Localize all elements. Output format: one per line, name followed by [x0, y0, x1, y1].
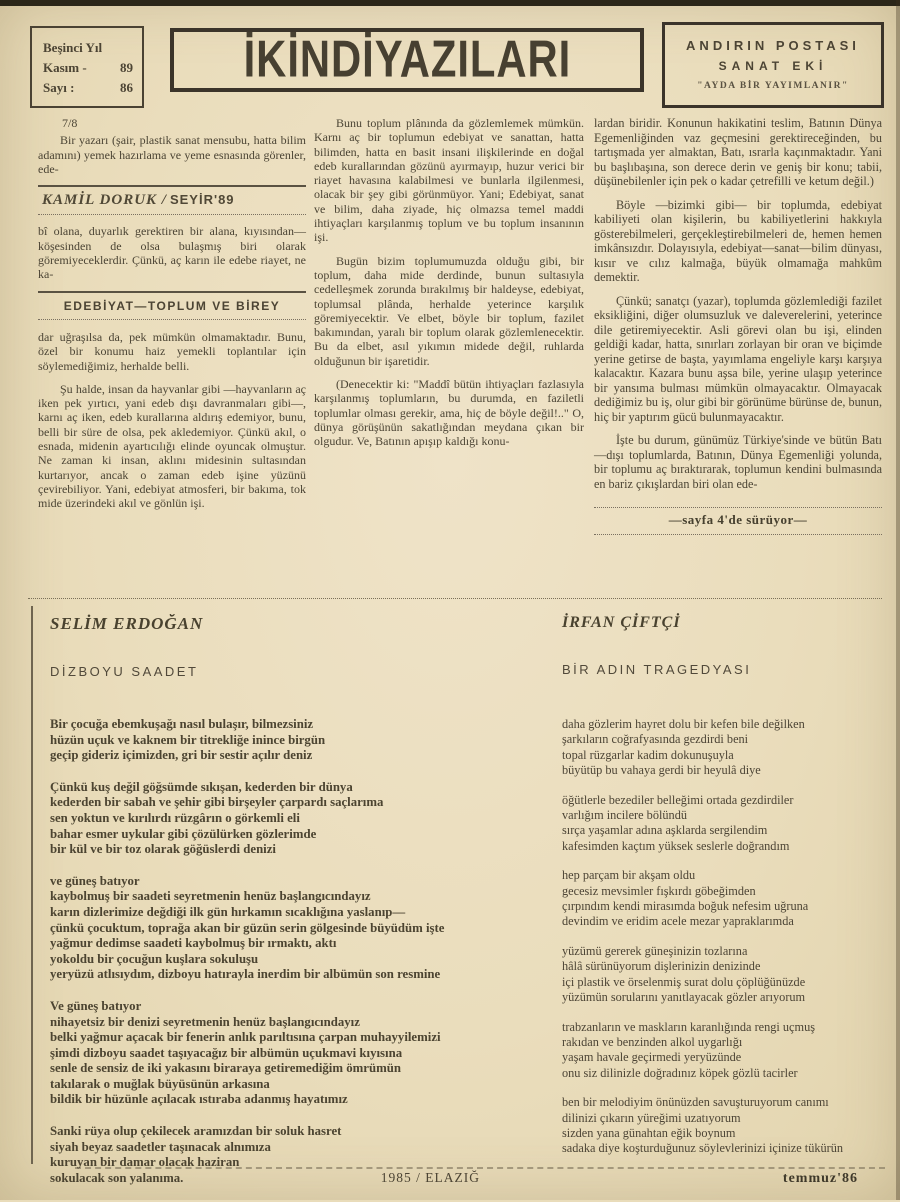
poem-line: bir kül ve bir toz olarak göğüslerdi denizi	[50, 842, 276, 857]
byline-block	[38, 185, 306, 215]
poem-stanza	[562, 868, 884, 930]
poem-line: sadaka diye koşturduğunuz söylevlerinizi içinize tükürün	[562, 1141, 844, 1156]
poem-line: dilinizi çıkarın yüreğimi uzatıyorum	[562, 1110, 741, 1125]
poem-line: hâlâ sürünüyorum dişlerinizin denizinde	[562, 959, 761, 974]
masthead-box	[170, 28, 644, 92]
poem-line: devindim ve eridim acele mezar yapraklarımda	[562, 914, 794, 929]
poem-title: DİZBOYU SAADET	[50, 664, 199, 679]
poem-signature: 1985 / ELAZIĞ	[380, 1169, 480, 1185]
poem-stanza	[562, 1095, 884, 1157]
article-paragraph: Böyle —bizimki gibi— bir toplumda, edebiyat kabiliyeti olan kişilerin, bu kabiliyetlerini hakkıyla gösterebilmeleri, gerçekleştirebilmeleri de, hemen hemen imkânsızdır. Dolayısıyla, edebiyat—sanat—bilim dünyası, kısır ve cılız kalmağa, büyük olmamağa mahkûm demektir.	[594, 197, 882, 284]
poem-line: trabzanların ve maskların karanlığında rengi uçmuş	[562, 1019, 816, 1034]
poem-line: nihayetsiz bir denizi seyretmenin henüz başlangıcındayız	[50, 1014, 360, 1029]
poem-line: siyah beyaz saadetler taşınacak alnımıza	[50, 1139, 271, 1154]
article-column-1	[38, 116, 306, 520]
publisher-frequency: "AYDA BİR YAYIMLANIR"	[697, 81, 849, 91]
poem-line: sokulacak son yalanıma.	[50, 1170, 184, 1185]
poem-line: Sanki rüya olup çekilecek aramızdan bir soluk hasret	[50, 1124, 342, 1139]
poem-signature: temmuz'86	[782, 1170, 858, 1186]
poem-line: sırça yaşamlar adına aşklarda sergilendim	[562, 823, 768, 838]
poem-line: sen yoktun ve kırılırdı rüzgârın o görkemli eli	[50, 810, 300, 825]
poem-right	[562, 614, 884, 1186]
poem-line: ve güneş batıyor	[50, 873, 140, 888]
poem-stanza	[562, 1020, 884, 1082]
poem-line: yeryüzü atlısıydım, dizboyu hatırayla inerdim bir albümün son resmine	[50, 967, 441, 982]
article-paragraph: (Denecektir ki: "Maddî bütün ihtiyaçları fazlasıyla karşılanmış toplumların, bu durumda, en faziletli toplumlar olması gerekir, ama, hiç de böyle değil!.." O, dünya görüşünün sakatlığından meydana çıkan bir olgudur. Ve, Batının apışıp kaldığı konu-	[314, 377, 584, 449]
poem-line: gecesiz mevsimler fışkırdı göbeğimden	[562, 883, 756, 898]
poem-line: onu siz dilinizle doğradınız köpek gözlü tacirler	[562, 1065, 798, 1080]
poem-line: topal rüzgarlar kadim dokunuşuyla	[562, 747, 734, 762]
poem-line: karın dizlerimize değdiği ilk gün hırkamın sıcaklığına yaslanıp—	[50, 904, 406, 919]
poem-line: belki yağmur açacak bir fenerin anlık parıltısına çarpan muhayyilemizi	[50, 1030, 441, 1045]
poet-name: SELİM ERDOĞAN	[50, 614, 204, 633]
poem-stanza	[50, 999, 528, 1108]
poem-line: yaşam havale geçirmedi yeryüzünde	[562, 1050, 742, 1065]
poem-line: kafesimden kaçtım yüksek seslerle doğrandım	[562, 838, 790, 853]
byline-work: SEYİR'89	[169, 192, 235, 208]
poem-line: kuruyan bir damar olacak haziran	[50, 1155, 240, 1170]
page-marker: 7/8	[62, 116, 78, 130]
article-paragraph: Bir yazarı (şair, plastik sanat mensubu, hatta bilim adamını) yemek hazırlama ve yeme esnasında görenler, ede-	[38, 133, 306, 176]
poem-line: kaybolmuş bir saadeti seyretmenin henüz başlangıcındayız	[50, 889, 371, 904]
poem-stanza	[50, 1124, 528, 1186]
publisher-supplement: SANAT EKİ	[718, 59, 828, 73]
edition-issue-label: Sayı :	[43, 80, 75, 95]
poem-line: yüzümün sorularını yanıtlayacak gözler arıyorum	[562, 990, 806, 1005]
poem-line: çünkü çocuktum, toprağa akan bir güzün serin gölgesinde büyüdüm işte	[50, 920, 445, 935]
poem-line: takılarak o muğlak büyüsünün arkasına	[50, 1076, 270, 1091]
top-border-rule	[0, 0, 900, 6]
poem-title: BİR ADIN TRAGEDYASI	[562, 662, 752, 677]
poem-line: daha gözlerim hayret dolu bir kefen bile değilken	[562, 717, 805, 731]
edition-issue-value: 86	[120, 80, 133, 95]
poet-name: İRFAN ÇİFTÇİ	[562, 614, 681, 631]
poem-line: sizden yana günahtan eğik boynum	[562, 1125, 736, 1140]
poem-body	[50, 717, 528, 1186]
poem-line: büyütüp bu vahaya gerdi bir heyulâ diye	[562, 763, 761, 778]
poem-left	[50, 614, 528, 1202]
edition-year: Beşinci Yıl	[43, 40, 103, 55]
poem-body	[562, 717, 884, 1186]
poem-section-left-rule	[31, 606, 33, 1164]
edition-info-box	[30, 26, 144, 108]
poem-stanza	[562, 793, 884, 855]
poem-line: yağmur dedimse saadeti kaybolmuş bir ırmaktı, aktı	[50, 936, 337, 951]
poem-line: öğütlerle bezediler belleğimi ortada gezdirdiler	[562, 792, 794, 807]
byline-author: KAMİL DORUK /	[42, 192, 167, 209]
poem-line: hüzün uçuk ve kaknem bir titrekliğe inince birgün	[50, 732, 326, 747]
poem-stanza	[50, 780, 528, 858]
poem-stanza	[50, 874, 528, 983]
section-title: EDEBİYAT—TOPLUM VE BİREY	[38, 291, 306, 320]
article-paragraph: Şu halde, insan da hayvanlar gibi —hayvanların aç iken pek yırtıcı, yani edeb dışı davranmaları gibi—, karnı aç iken, edeb kurallarına aldırış edemiyor, bunu, belli bir süre de olsa, pek akledemiyor. Çünkü akıl, o esnada, midenin ayartıcılığı elinde oyuncak olmuştur. Ne zaman ki insan, aklını midesinin sultasından kurtarıyor, ancak o zaman edeb işine yüzünü çevirebiliyor. Yani, edebiyat atmosferi, bir bakıma, tok mide üzerindeki akıl ve gönlün işi.	[38, 381, 306, 511]
article-paragraph: lardan biridir. Konunun hakikatini teslim, Batının Dünya Egemenliğinden vaz geçmesini gerektireceğinden, bu tartışmada yer almaktan, Batı, ısrarla kaçınmaktadır. Yani bu başlıbaşına, son derece derin ve geniş bir konu; tabii, düşünebilenler için pek o kadar çetrefilli ve ketum değil.)	[594, 116, 882, 188]
poem-line: hep parçam bir akşam oldu	[562, 868, 696, 883]
edition-month-value: 89	[120, 60, 133, 75]
poem-line: varlığım incilere bölündü	[562, 808, 687, 823]
article-paragraph: dar uğraşılsa da, pek mümkün olmamaktadır. Bunu, özel bir konumu haiz yemekli toplantılar için söylemediğimiz, herhalde belli.	[38, 329, 306, 373]
poem-line: kederden bir sabah ve şehir gibi birşeyler çarpardı saçlarıma	[50, 795, 384, 810]
poem-line: rakıdan ve benzinden alkol uygarlığı	[562, 1034, 743, 1049]
continued-notice: —sayfa 4'de sürüyor—	[594, 507, 882, 535]
poem-line: çırpındım kendi mirasımda boğuk nefesim uğruna	[562, 899, 809, 914]
article-column-2	[314, 116, 584, 458]
masthead-title: İKİNDİYAZILARI	[243, 30, 571, 89]
poem-stanza	[562, 717, 884, 779]
publisher-box	[662, 22, 884, 108]
article-paragraph: Çünkü; sanatçı (yazar), toplumda gözlemlediği fazilet eksikliğini, diğer olumsuzluk ve daleverelerini, yeterince dile getiremiyecektir. Asli görevi olan bu işi, elinden geldiği kadar, hatta, sınırları zorlayan bir oran ve biçimde yerine getirse de başta, yayımlama engeliyle karşı karşıya kalacaktır. Kazara bunu aşsa bile, yerine ulaşıp yeterince bir yansıma bulması mümkün olmayacaktır. Olmayacak dediğimiz bu iş, olur gibi bir görünüme bürünse de, bunun, hiç bir yaptırım gücü bulunmayacaktır.	[594, 293, 882, 424]
poem-line: yokoldu bir çocuğun kuşlara sokuluşu	[50, 951, 259, 966]
poem-line: yüzümü gererek güneşinizin tozlarına	[562, 943, 748, 958]
poem-line: içi plastik ve örselenmiş surat dolu çöplüğünüzde	[562, 974, 806, 989]
poem-stanza	[562, 944, 884, 1006]
poem-line: senle de sensiz de iki yakasını biraraya getiremediğim ömrümün	[50, 1061, 401, 1076]
poem-stanza	[50, 717, 528, 764]
edition-issue-row	[43, 78, 133, 98]
scan-edge-shadow	[896, 0, 900, 1200]
poem-line: şarkıların coğrafyasında gezdirdi beni	[562, 732, 749, 747]
poem-line: geçip gideriz içimizden, gri bir sestir açılır deniz	[50, 748, 313, 763]
poem-line: şimdi dizboyu saadet taşıyacağız bir albümün uçukmavi kıyısına	[50, 1045, 403, 1060]
poem-line: bahar esmer uykular gibi çözülürken gözlerimde	[50, 826, 317, 841]
article-paragraph: Bunu toplum plânında da gözlemlemek mümkün. Karnı aç bir toplumun edebiyat ve sanattan, hatta bilimden, hatta en basit insani ilişkilerinde en doğal edeb kurallarından gözünü ayırmayıp, huzur verici bir riayet havasına kalabilmesi ve bunlarla ilgilenmesi, olacak bir şey gibi görünmüyor. Yani; Edebiyat, sanat ve bilim, daha ziyade, hiç olmazsa temel maddi ihtiyaçları karşılanmış toplum ve bu toplum insanının işi.	[314, 116, 584, 245]
article-paragraph: bî olana, duyarlık gerektiren bir alana, kıyısından—köşesinden de olsa bulaşmış biri olarak göremiyeceklerdir. Çünkü, aç karın ile edebe riayet, ne ka-	[38, 224, 306, 282]
poem-line: Bir çocuğa ebemkuşağı nasıl bulaşır, bilmezsiniz	[50, 717, 314, 731]
edition-month-label: Kasım -	[43, 60, 87, 75]
article-paragraph: Bugün bizim toplumumuzda olduğu gibi, bir toplum, daha mide derdinde, bunun sultasıyla cedelleşmek zorunda bırakılmış bir haldeyse, edebiyat, toplumsal plânda, herhalde yeterince karşılık göremiyecektir. Ve elbet, böyle bir toplum, fazilet bakımından, yaralı bir toplum olarak gözlemlenecektir. Bu da elbet, asıl yıkımın midede değil, ruhlarda olduğunun bir işaretidir.	[314, 253, 584, 368]
publisher-name: ANDIRIN POSTASI	[686, 38, 860, 53]
edition-month-row	[43, 58, 133, 78]
poem-line: Ve güneş batıyor	[50, 998, 142, 1013]
poem-line: ben bir melodiyim önünüzden savuşturuyorum canımı	[562, 1095, 829, 1110]
section-divider-rule	[28, 598, 882, 599]
article-column-3	[594, 116, 882, 535]
poem-line: bildik bir hüzünle açılacak ıstıraba adanmış hayatımız	[50, 1092, 348, 1107]
article-paragraph: İşte bu durum, günümüz Türkiye'sinde ve bütün Batı—dışı toplumlarda, Batının, Dünya Egemenliği yolunda, bir toplumu aç bıraktırarak, toplumun kendini bulmasında en bariz çıkışlardan biri olan ede-	[594, 433, 882, 491]
poem-line: Çünkü kuş değil göğsümde sıkışan, kederden bir dünya	[50, 779, 353, 794]
